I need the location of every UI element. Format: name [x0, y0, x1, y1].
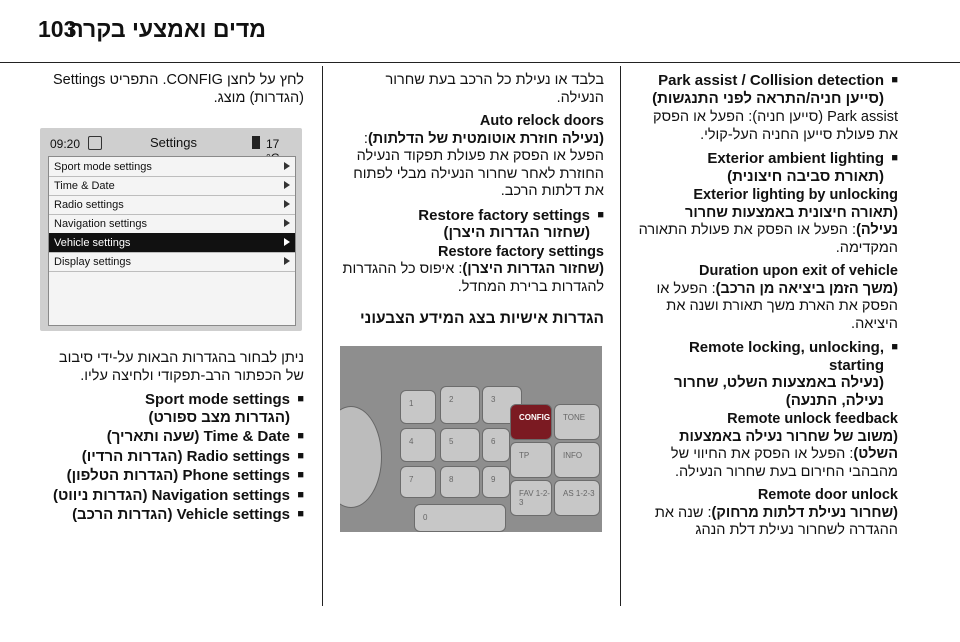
- thermometer-icon: [252, 136, 260, 149]
- column-middle: [338, 72, 604, 328]
- arrow-right-icon: [284, 200, 290, 208]
- lighting-unlock-text: Exterior lighting by unlocking (תאורה חיצונית באמצעות שחרור נעילה): הפעל או הפסק את פעולת התאורה המקדימה.: [638, 187, 898, 256]
- item-sport-mode: ■ Sport mode settings (הגדרות מצב ספורט): [144, 391, 304, 426]
- photo-button: 5: [440, 428, 480, 462]
- menu-row-display: Display settings: [49, 252, 295, 272]
- item-radio: ■ Radio settings (הגדרות הרדיו): [81, 447, 304, 465]
- screen-time: 09:20: [50, 137, 81, 151]
- remote-door-text: Remote door unlock (שחרור נעילת דלתות מרחוק): שנה את ההגדרה לשחרור נעילת דלת הנהג: [654, 487, 898, 538]
- photo-button: 6: [482, 428, 510, 462]
- restore-factory-text: Restore factory settings (שחזור הגדרות היצרן): איפוס כל ההגדרות להגדרות ברירת המחדל.: [342, 243, 604, 295]
- photo-button: 3: [482, 386, 522, 424]
- page-header: [0, 0, 960, 62]
- duration-exit-text: Duration upon exit of vehicle (משך הזמן ביציאה מן הרכב): הפעל או הפסק את הארת משך תאורת ושנה את היציאה.: [656, 263, 898, 332]
- menu-row-sport-mode: Sport mode settings: [49, 157, 295, 177]
- item-vehicle: ■ Vehicle settings (הגדרות הרכב): [72, 506, 304, 523]
- screen-temp: 17: [266, 137, 280, 151]
- section-heading: הגדרות אישיות בצג המידע הצבעוני: [359, 310, 604, 327]
- photo-button: TP: [510, 442, 552, 478]
- auto-relock-text: Auto relock doors (נעילה חוזרת אוטומטית של הדלתות): הפעל או הפסק את פעולת תפקוד הנעילה החוזרת לאחר שחרור הנעילה מבלי לפתוח את דלתות הרכב.: [353, 113, 604, 199]
- middle-intro: בלבד או נעילת כל הרכב בעת שחרור הנעילה.: [385, 72, 604, 106]
- menu-row-radio: Radio settings: [49, 195, 295, 215]
- screen-status-bar: [48, 134, 294, 154]
- menu-row-time-date: Time & Date: [49, 176, 295, 196]
- photo-button: INFO: [554, 442, 600, 478]
- arrow-right-icon: [284, 181, 290, 189]
- remote-feedback-text: Remote unlock feedback (משוב של שחרור נעילה באמצעות השלט): הפעל או הפסק את החיווי של מהבהבי החירום בעת שחרור הנעילה.: [670, 411, 898, 480]
- column-divider-right: [620, 66, 621, 606]
- page-number: 103: [38, 16, 77, 42]
- menu-row-vehicle-selected: Vehicle settings: [49, 233, 295, 253]
- arrow-right-icon: [284, 162, 290, 170]
- item-phone: ■ Phone settings (הגדרות הטלפון): [66, 467, 304, 484]
- page-title: מדים ואמצעי בקרה: [68, 16, 266, 42]
- bullet-icon: ■: [297, 430, 304, 442]
- column-right: [636, 72, 898, 546]
- arrow-right-icon: [284, 257, 290, 265]
- item-exterior-lighting: ■ Exterior ambient lighting (תאורת סביבה חיצונית): [707, 150, 898, 185]
- item-navigation: ■ Navigation settings (הגדרות ניווט): [52, 486, 304, 504]
- arrow-right-icon: [284, 219, 290, 227]
- item-time-date: ■ Time & Date (שעה ותאריך): [106, 428, 304, 445]
- photo-button: AS 1-2-3: [554, 480, 600, 516]
- menu-row-navigation: Navigation settings: [49, 214, 295, 234]
- back-icon: [88, 136, 102, 150]
- bullet-icon: ■: [297, 488, 304, 501]
- arrow-right-icon: [284, 238, 290, 246]
- item-restore-factory: ■ Restore factory settings (שחזור הגדרות היצרן): [418, 206, 604, 241]
- photo-button: TONE: [554, 404, 600, 440]
- bullet-icon: ■: [297, 393, 304, 405]
- screen-title: Settings: [150, 135, 197, 150]
- header-rule: [0, 62, 960, 63]
- photo-button: 1: [400, 390, 436, 424]
- photo-button: 0: [414, 504, 506, 532]
- knob-image: [340, 406, 382, 508]
- item-park-assist: ■ Park assist / Collision detection (סייען חניה/התראה לפני התנגשות): [652, 72, 898, 107]
- screen-menu: [48, 156, 296, 326]
- park-assist-text: Park assist (סייען חניה): הפעל או הפסק את פעולת סייען החניה העל-קולי.: [653, 109, 898, 143]
- bullet-icon: ■: [597, 208, 604, 221]
- control-panel-photo: [340, 346, 602, 532]
- item-remote-locking: ■ Remote locking, unlocking, starting (נעילה באמצעות השלט, שחרור נעילה, התנעה): [674, 339, 898, 409]
- bullet-icon: ■: [297, 469, 304, 481]
- bullet-icon: ■: [297, 508, 304, 520]
- photo-config-button: CONFIG: [510, 404, 552, 440]
- left-after-image: ניתן לבחור בהגדרות הבאות על-ידי סיבוב של הכפתור הרב-תפקודי ולחיצה עליו.: [58, 350, 304, 384]
- photo-button: FAV 1-2-3: [510, 480, 552, 516]
- photo-button: 4: [400, 428, 436, 462]
- photo-button: 2: [440, 386, 480, 424]
- column-divider-left: [322, 66, 323, 606]
- left-intro: לחץ על לחצן CONFIG. התפריט Settings (הגדרות) מוצג.: [53, 72, 304, 106]
- bullet-icon: ■: [891, 74, 898, 86]
- column-left-lower: [40, 350, 304, 526]
- bullet-icon: ■: [891, 341, 898, 353]
- bullet-icon: ■: [891, 152, 898, 164]
- bullet-icon: ■: [297, 449, 304, 462]
- column-left: [40, 72, 304, 113]
- settings-screen-image: [40, 128, 302, 331]
- photo-button: 7: [400, 466, 436, 498]
- photo-button: 8: [440, 466, 480, 498]
- photo-button: 9: [482, 466, 510, 498]
